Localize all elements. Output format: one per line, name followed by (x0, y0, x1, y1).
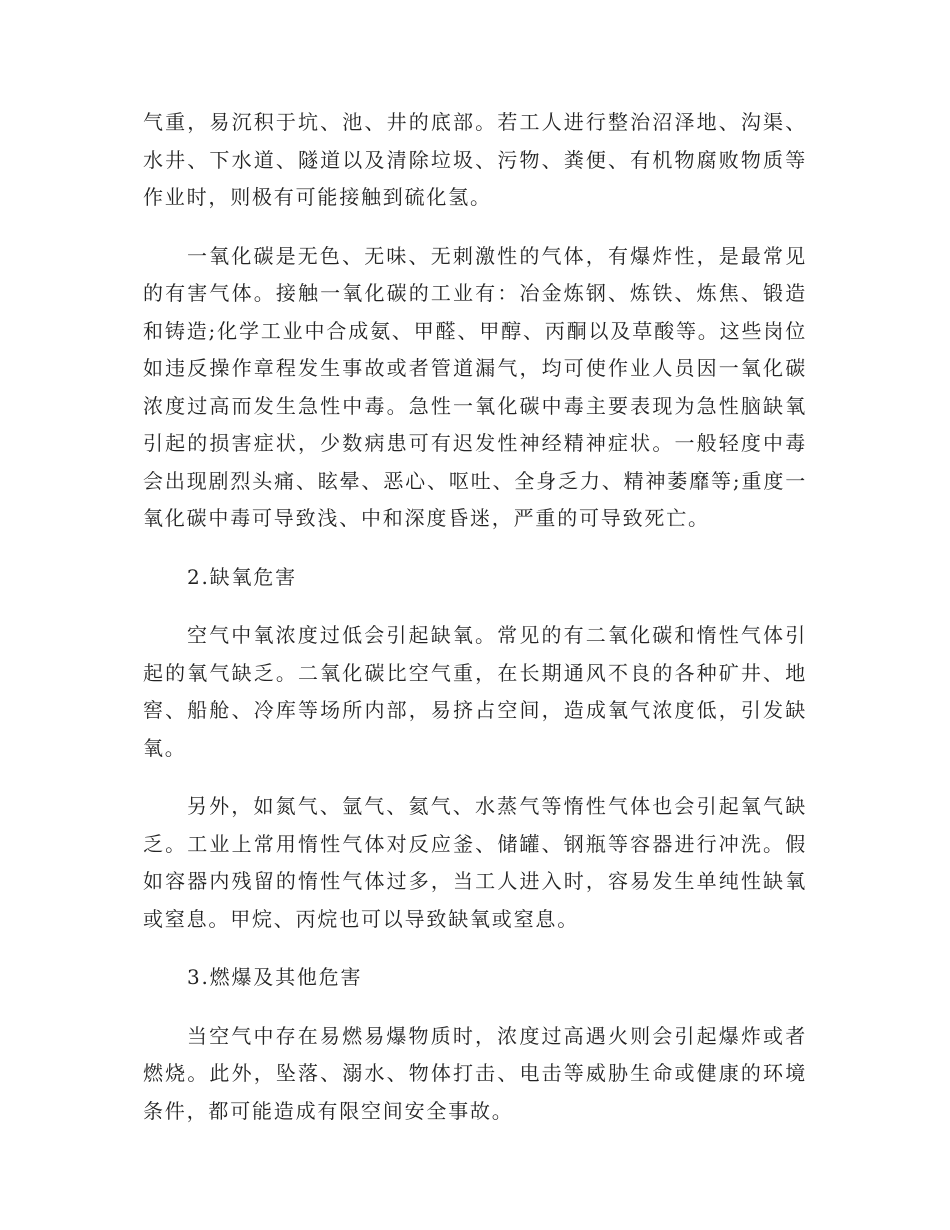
section-heading-explosion: 3.燃爆及其他危害 (187, 965, 363, 989)
paragraph-low-oxygen: 空气中氧浓度过低会引起缺氧。常见的有二氧化碳和惰性气体引起的氧气缺乏。二氧化碳比空气重，在长期通风不良的各种矿井、地窖、船舱、冷库等场所内部，易挤占空间，造成氧气浓度低，引发缺氧。 (143, 623, 807, 760)
section-heading-hypoxia: 2.缺氧危害 (187, 564, 297, 589)
paragraph-carbon-monoxide: 一氧化碳是无色、无味、无刺激性的气体，有爆炸性，是最常见的有害气体。接触一氧化碳的工业有：冶金炼钢、炼铁、炼焦、锻造和铸造;化学工业中合成氨、甲醛、甲醇、丙酮以及草酸等。这些岗位如违反操作章程发生事故或者管道漏气，均可使作业人员因一氧化碳浓度过高而发生急性中毒。急性一氧化碳中毒主要表现为急性脑缺氧引起的损害症状，少数病患可有迟发性神经精神症状。一般轻度中毒会出现剧烈头痛、眩晕、恶心、呕吐、全身乏力、精神萎靡等;重度一氧化碳中毒可导致浅、中和深度昏迷，严重的可导致死亡。 (143, 243, 807, 530)
paragraph-inert-gases: 另外，如氮气、氩气、氦气、水蒸气等惰性气体也会引起氧气缺乏。工业上常用惰性气体对反应釜、储罐、钢瓶等容器进行冲洗。假如容器内残留的惰性气体过多，当工人进入时，容易发生单纯性缺氧或窒息。甲烷、丙烷也可以导致缺氧或窒息。 (143, 794, 807, 931)
paragraph-hydrogen-sulfide-continued: 气重，易沉积于坑、池、井的底部。若工人进行整治沼泽地、沟渠、水井、下水道、隧道以及清除垃圾、污物、粪便、有机物腐败物质等作业时，则极有可能接触到硫化氢。 (143, 110, 807, 209)
document-body (143, 104, 807, 1151)
paragraph-flammable-hazards: 当空气中存在易燃易爆物质时，浓度过高遇火则会引起爆炸或者燃烧。此外，坠落、溺水、物体打击、电击等威胁生命或健康的环境条件，都可能造成有限空间安全事故。 (143, 1023, 807, 1123)
